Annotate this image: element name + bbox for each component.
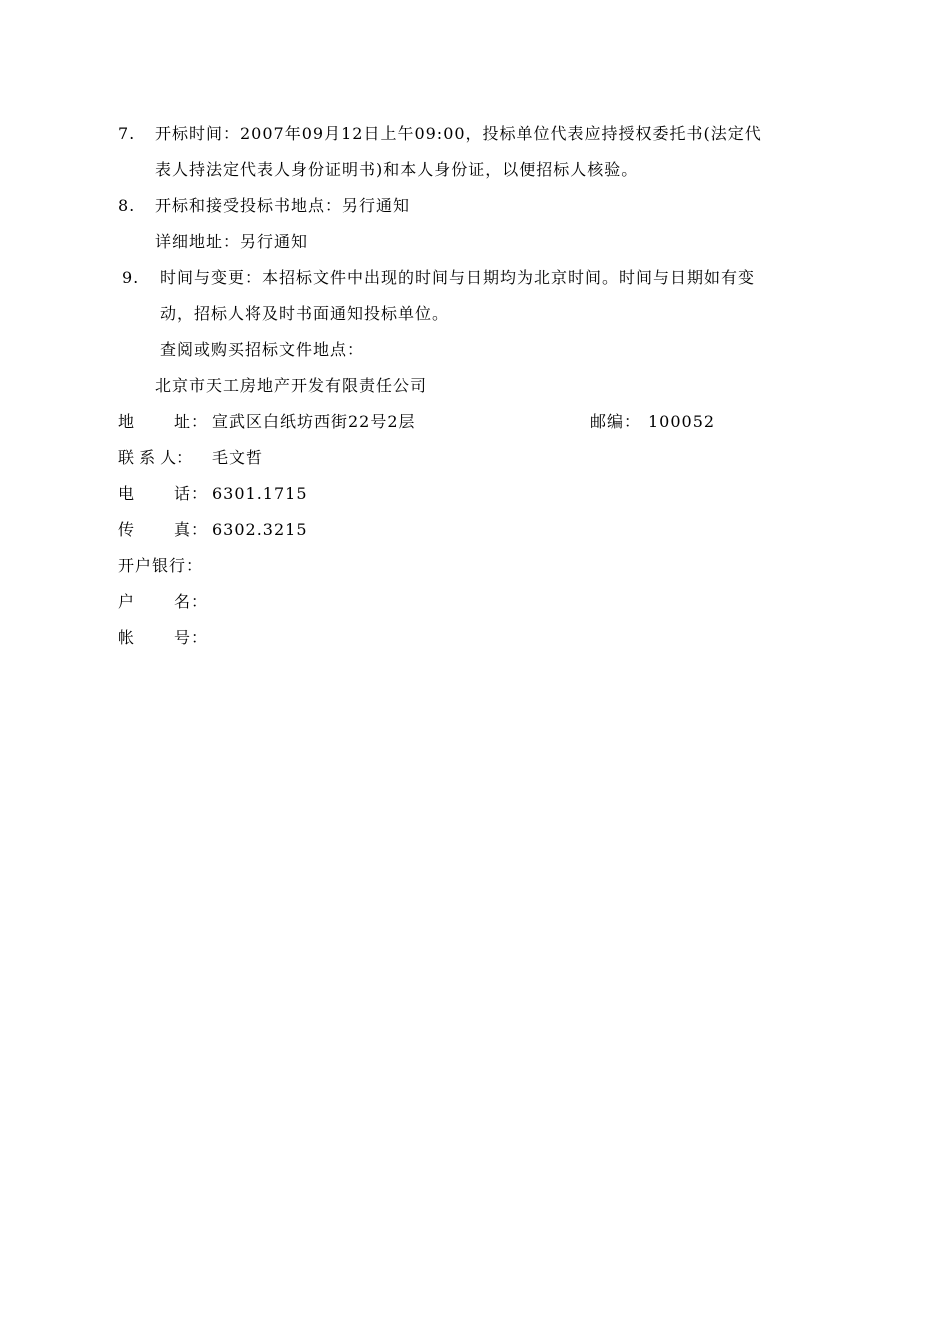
item-9-number: 9. bbox=[122, 268, 140, 287]
phone-label-a: 电 bbox=[118, 484, 136, 503]
account-no-label-a: 帐 bbox=[118, 628, 136, 647]
item-8-line2: 详细地址：另行通知 bbox=[155, 232, 309, 251]
address-label-b: 址： bbox=[174, 412, 209, 431]
account-name-label-b: 名： bbox=[174, 592, 209, 611]
item-8-number: 8. bbox=[118, 196, 136, 215]
item-7-line1: 开标时间：2007年09月12日上午09:00，投标单位代表应持授权委托书(法定代 bbox=[155, 124, 762, 143]
address-label-a: 地 bbox=[118, 412, 136, 431]
postcode-label: 邮编： bbox=[590, 412, 642, 431]
item-9-line1: 时间与变更：本招标文件中出现的时间与日期均为北京时间。时间与日期如有变 bbox=[160, 268, 756, 287]
company-name: 北京市天工房地产开发有限责任公司 bbox=[155, 376, 428, 395]
phone-value: 6301.1715 bbox=[212, 484, 308, 503]
contact-label: 联 系 人： bbox=[118, 448, 193, 467]
fax-value: 6302.3215 bbox=[212, 520, 308, 539]
address-value: 宣武区白纸坊西街22号2层 bbox=[212, 412, 416, 431]
item-8-line1: 开标和接受投标书地点：另行通知 bbox=[155, 196, 411, 215]
item-9-line2: 动，招标人将及时书面通知投标单位。 bbox=[160, 304, 450, 323]
fax-label-a: 传 bbox=[118, 520, 136, 539]
item-7 bbox=[118, 124, 135, 144]
account-name-label-a: 户 bbox=[118, 592, 136, 611]
fax-label-b: 真： bbox=[174, 520, 209, 539]
postcode-value: 100052 bbox=[648, 412, 716, 431]
item-7-line2: 表人持法定代表人身份证明书)和本人身份证，以便招标人核验。 bbox=[155, 160, 639, 179]
purchase-heading: 查阅或购买招标文件地点： bbox=[160, 340, 365, 359]
contact-value: 毛文哲 bbox=[212, 448, 264, 467]
bank-label: 开户银行： bbox=[118, 556, 204, 575]
item-7-number: 7. bbox=[118, 124, 136, 143]
account-no-label-b: 号： bbox=[174, 628, 209, 647]
phone-label-b: 话： bbox=[174, 484, 209, 503]
